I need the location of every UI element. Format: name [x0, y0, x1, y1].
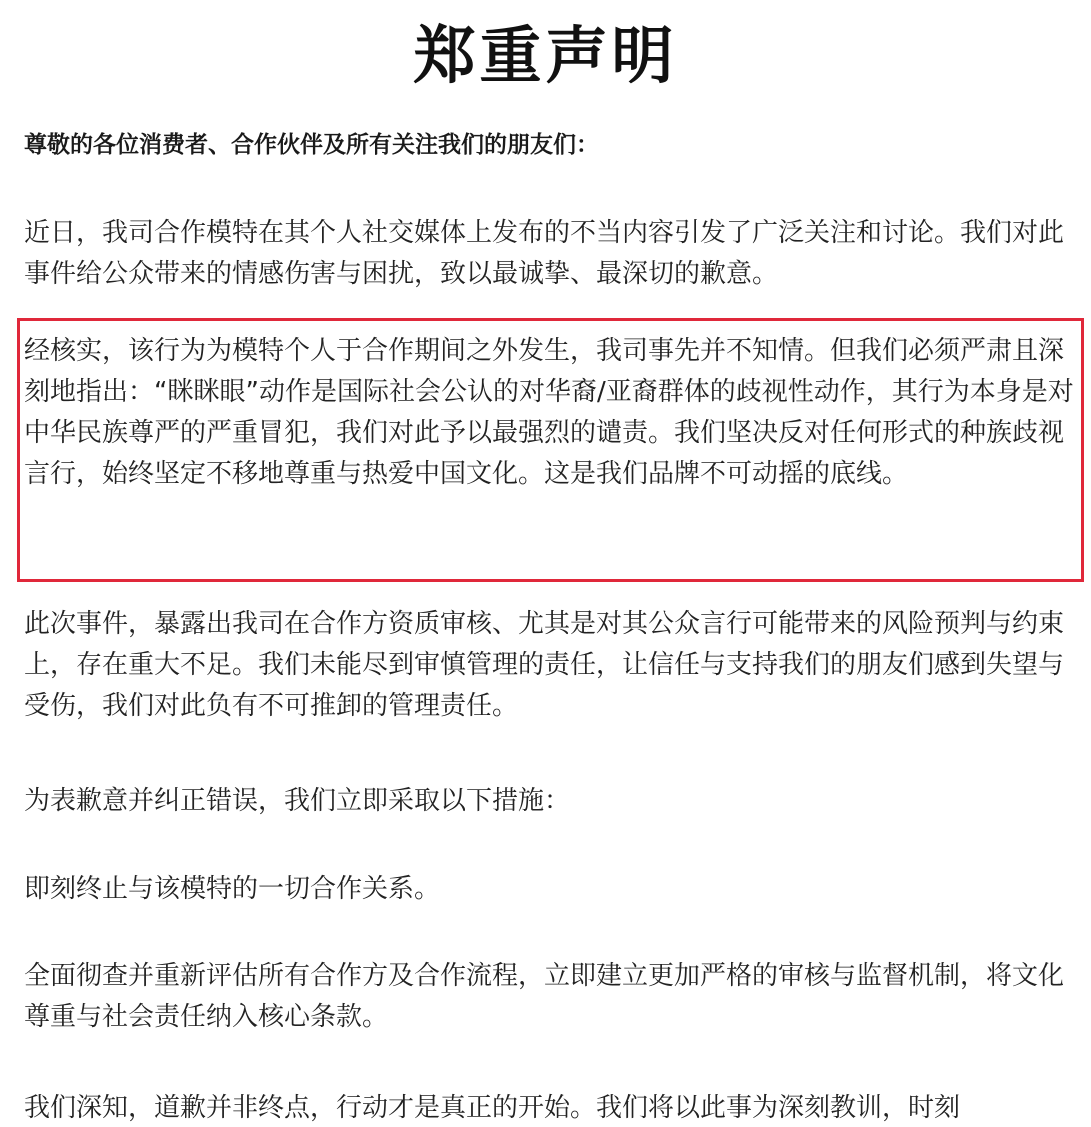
paragraph-measures-intro: 为表歉意并纠正错误，我们立即采取以下措施：: [24, 786, 571, 816]
paragraph-apology: 近日，我司合作模特在其个人社交媒体上发布的不当内容引发了广泛关注和讨论。我们对此事件给公众带来的情感伤害与困扰，致以最诚挚、最深切的歉意。: [24, 218, 1065, 289]
paragraph-measure-terminate: 即刻终止与该模特的一切合作关系。: [24, 874, 441, 904]
paragraph-closing: 我们深知，道歉并非终点，行动才是真正的开始。我们将以此事为深刻教训，时刻: [24, 1093, 961, 1123]
page-title: 郑重声明: [413, 19, 678, 92]
paragraph-responsibility: 此次事件，暴露出我司在合作方资质审核、尤其是对其公众言行可能带来的风险预判与约束上，存在重大不足。我们未能尽到审慎管理的责任，让信任与支持我们的朋友们感到失望与受伤，我们对此负有不可推卸的管理责任。: [24, 609, 1065, 721]
paragraph-measure-review: 全面彻查并重新评估所有合作方及合作流程，立即建立更加严格的审核与监督机制，将文化尊重与社会责任纳入核心条款。: [24, 961, 1065, 1032]
paragraph-condemnation: 经核实，该行为为模特个人于合作期间之外发生，我司事先并不知情。但我们必须严肃且深刻地指出：“眯眯眼”动作是国际社会公认的对华裔/亚裔群体的歧视性动作，其行为本身是对中华民族尊严的严重冒犯，我们对此予以最强烈的谴责。我们坚决反对任何形式的种族歧视言行，始终坚定不移地尊重与热爱中国文化。这是我们品牌不可动摇的底线。: [24, 336, 1074, 489]
salutation: 尊敬的各位消费者、合作伙伴及所有关注我们的朋友们：: [24, 132, 599, 158]
